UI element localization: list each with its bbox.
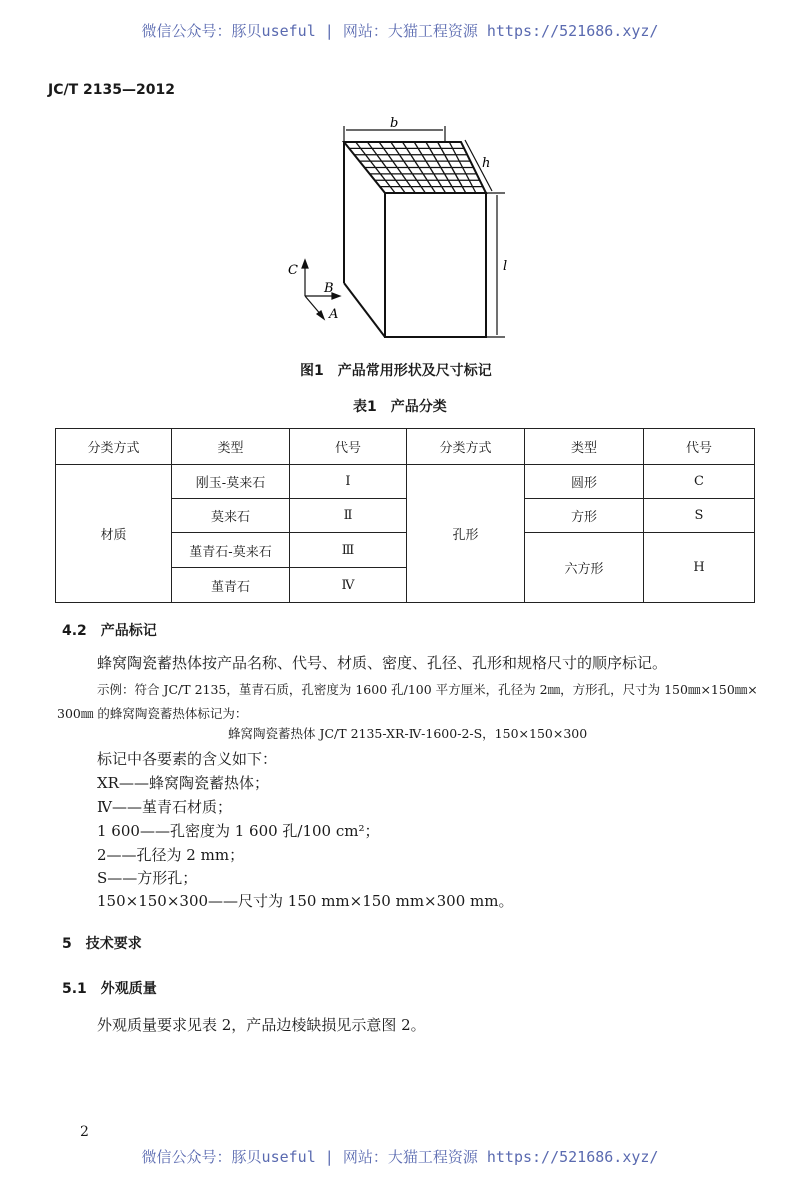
table-header-row bbox=[56, 429, 755, 465]
product-shape-figure bbox=[0, 0, 800, 360]
type-cell: 圆形 bbox=[525, 465, 644, 499]
section-5-heading: 5 技术要求 bbox=[62, 936, 142, 952]
header-cell: 类型 bbox=[525, 429, 644, 465]
example-line: 300㎜ 的蜂窝陶瓷蓄热体标记为： bbox=[57, 706, 248, 721]
code-cell: Ⅱ bbox=[290, 499, 407, 533]
type-cell: 堇青石 bbox=[172, 568, 290, 603]
marking-item: XR——蜂窝陶瓷蓄热体； bbox=[97, 774, 269, 792]
header-cell: 分类方式 bbox=[56, 429, 172, 465]
header-cell: 分类方式 bbox=[407, 429, 525, 465]
header-cell: 类型 bbox=[172, 429, 290, 465]
code-cell: Ⅰ bbox=[290, 465, 407, 499]
example-marking: 蜂窝陶瓷蓄热体 JC/T 2135-XR-Ⅳ-1600-2-S，150×150×300 bbox=[228, 726, 588, 741]
label-B: B bbox=[324, 281, 334, 296]
table-row bbox=[56, 465, 755, 499]
label-C: C bbox=[288, 263, 298, 278]
marking-intro: 标记中各要素的含义如下： bbox=[97, 750, 278, 768]
marking-item: Ⅳ——堇青石材质； bbox=[97, 798, 232, 816]
standard-header: JC/T 2135—2012 bbox=[48, 82, 175, 98]
type-cell: 刚玉-莫来石 bbox=[172, 465, 290, 499]
code-cell: S bbox=[644, 499, 755, 533]
header-cell: 代号 bbox=[290, 429, 407, 465]
watermark-top: 微信公众号：豚贝useful | 网站：大猫工程资源 https://521686.xyz/ bbox=[141, 22, 659, 40]
type-cell: 方形 bbox=[525, 499, 644, 533]
code-cell: Ⅳ bbox=[290, 568, 407, 603]
marking-item: S——方形孔； bbox=[97, 869, 198, 887]
product-classification-table bbox=[55, 428, 755, 603]
label-h: h bbox=[482, 156, 491, 171]
figure-caption: 图1 产品常用形状及尺寸标记 bbox=[300, 363, 492, 379]
section-4-2-heading: 4.2 产品标记 bbox=[62, 623, 157, 639]
group-cell: 材质 bbox=[56, 465, 172, 603]
marking-item: 1 600——孔密度为 1 600 孔/100 cm²； bbox=[97, 822, 380, 840]
code-cell: C bbox=[644, 465, 755, 499]
example-line: 示例：符合 JC/T 2135，堇青石质，孔密度为 1600 孔/100 平方厘米，孔径为 2㎜，方形孔，尺寸为 150㎜×150㎜× bbox=[97, 682, 758, 697]
marking-item: 150×150×300——尺寸为 150 mm×150 mm×300 mm。 bbox=[97, 892, 514, 910]
group-cell: 孔形 bbox=[407, 465, 525, 603]
paragraph: 外观质量要求见表 2，产品边棱缺损见示意图 2。 bbox=[97, 1016, 426, 1034]
code-cell: H bbox=[644, 533, 755, 603]
type-cell: 莫来石 bbox=[172, 499, 290, 533]
type-cell: 堇青石-莫来石 bbox=[172, 533, 290, 568]
marking-item: 2——孔径为 2 mm； bbox=[97, 846, 245, 864]
paragraph: 蜂窝陶瓷蓄热体按产品名称、代号、材质、密度、孔径、孔形和规格尺寸的顺序标记。 bbox=[97, 654, 668, 672]
type-cell: 六方形 bbox=[525, 533, 644, 603]
table-caption: 表1 产品分类 bbox=[353, 399, 447, 415]
watermark-bottom: 微信公众号：豚贝useful | 网站：大猫工程资源 https://521686.xyz/ bbox=[141, 1148, 659, 1166]
label-A: A bbox=[329, 307, 339, 322]
section-5-1-heading: 5.1 外观质量 bbox=[62, 981, 157, 997]
label-l: l bbox=[503, 259, 508, 274]
label-b: b bbox=[390, 116, 399, 131]
page-number: 2 bbox=[80, 1124, 89, 1140]
header-cell: 代号 bbox=[644, 429, 755, 465]
code-cell: Ⅲ bbox=[290, 533, 407, 568]
